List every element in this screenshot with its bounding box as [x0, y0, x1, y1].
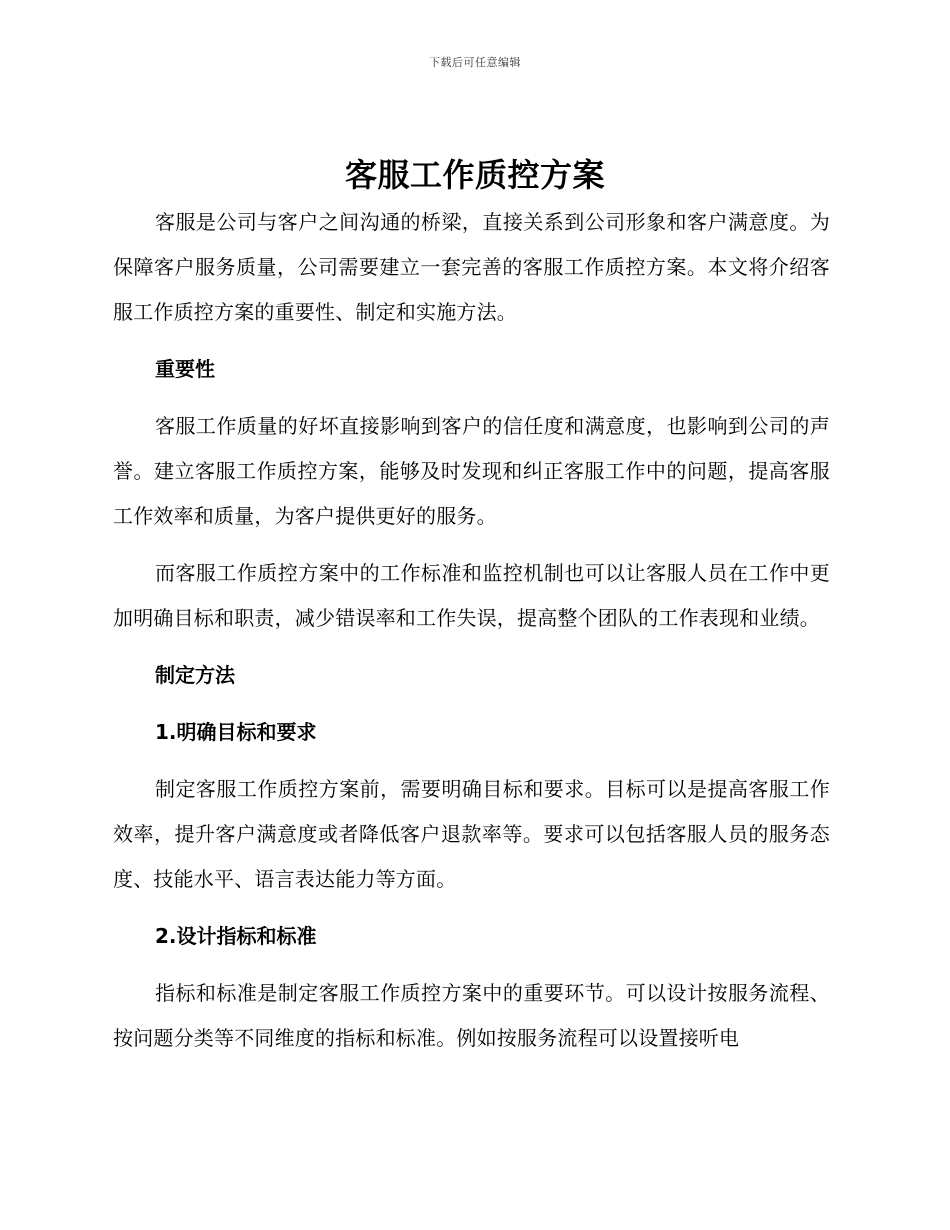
header-note: 下载后可任意编辑 [429, 56, 521, 69]
importance-paragraph-2: 而客服工作质控方案中的工作标准和监控机制也可以让客服人员在工作中更加明确目标和职责，减少错误率和工作失误，提高整个团队的工作表现和业绩。 [113, 561, 830, 630]
section-heading-method: 制定方法 [155, 663, 235, 687]
intro-paragraph: 客服是公司与客户之间沟通的桥梁，直接关系到公司形象和客户满意度。为保障客户服务质量，公司需要建立一套完善的客服工作质控方案。本文将介绍客服工作质控方案的重要性、制定和实施方法。 [113, 210, 830, 324]
subsection-1-paragraph: 制定客服工作质控方案前，需要明确目标和要求。目标可以是提高客服工作效率，提升客户满意度或者降低客户退款率等。要求可以包括客服人员的服务态度、技能水平、语言表达能力等方面。 [113, 777, 830, 891]
importance-paragraph-1: 客服工作质量的好坏直接影响到客户的信任度和满意度，也影响到公司的声誉。建立客服工作质控方案，能够及时发现和纠正客服工作中的问题，提高客服工作效率和质量，为客户提供更好的服务。 [113, 414, 830, 528]
document-title: 客服工作质控方案 [344, 156, 605, 194]
subsection-heading-2: 2.设计指标和标准 [155, 924, 317, 948]
subsection-2-paragraph: 指标和标准是制定客服工作质控方案中的重要环节。可以设计按服务流程、按问题分类等不同维度的指标和标准。例如按服务流程可以设置接听电 [113, 981, 830, 1050]
section-heading-importance: 重要性 [155, 357, 215, 381]
document-body [113, 200, 830, 1061]
subsection-heading-1: 1.明确目标和要求 [155, 720, 317, 744]
